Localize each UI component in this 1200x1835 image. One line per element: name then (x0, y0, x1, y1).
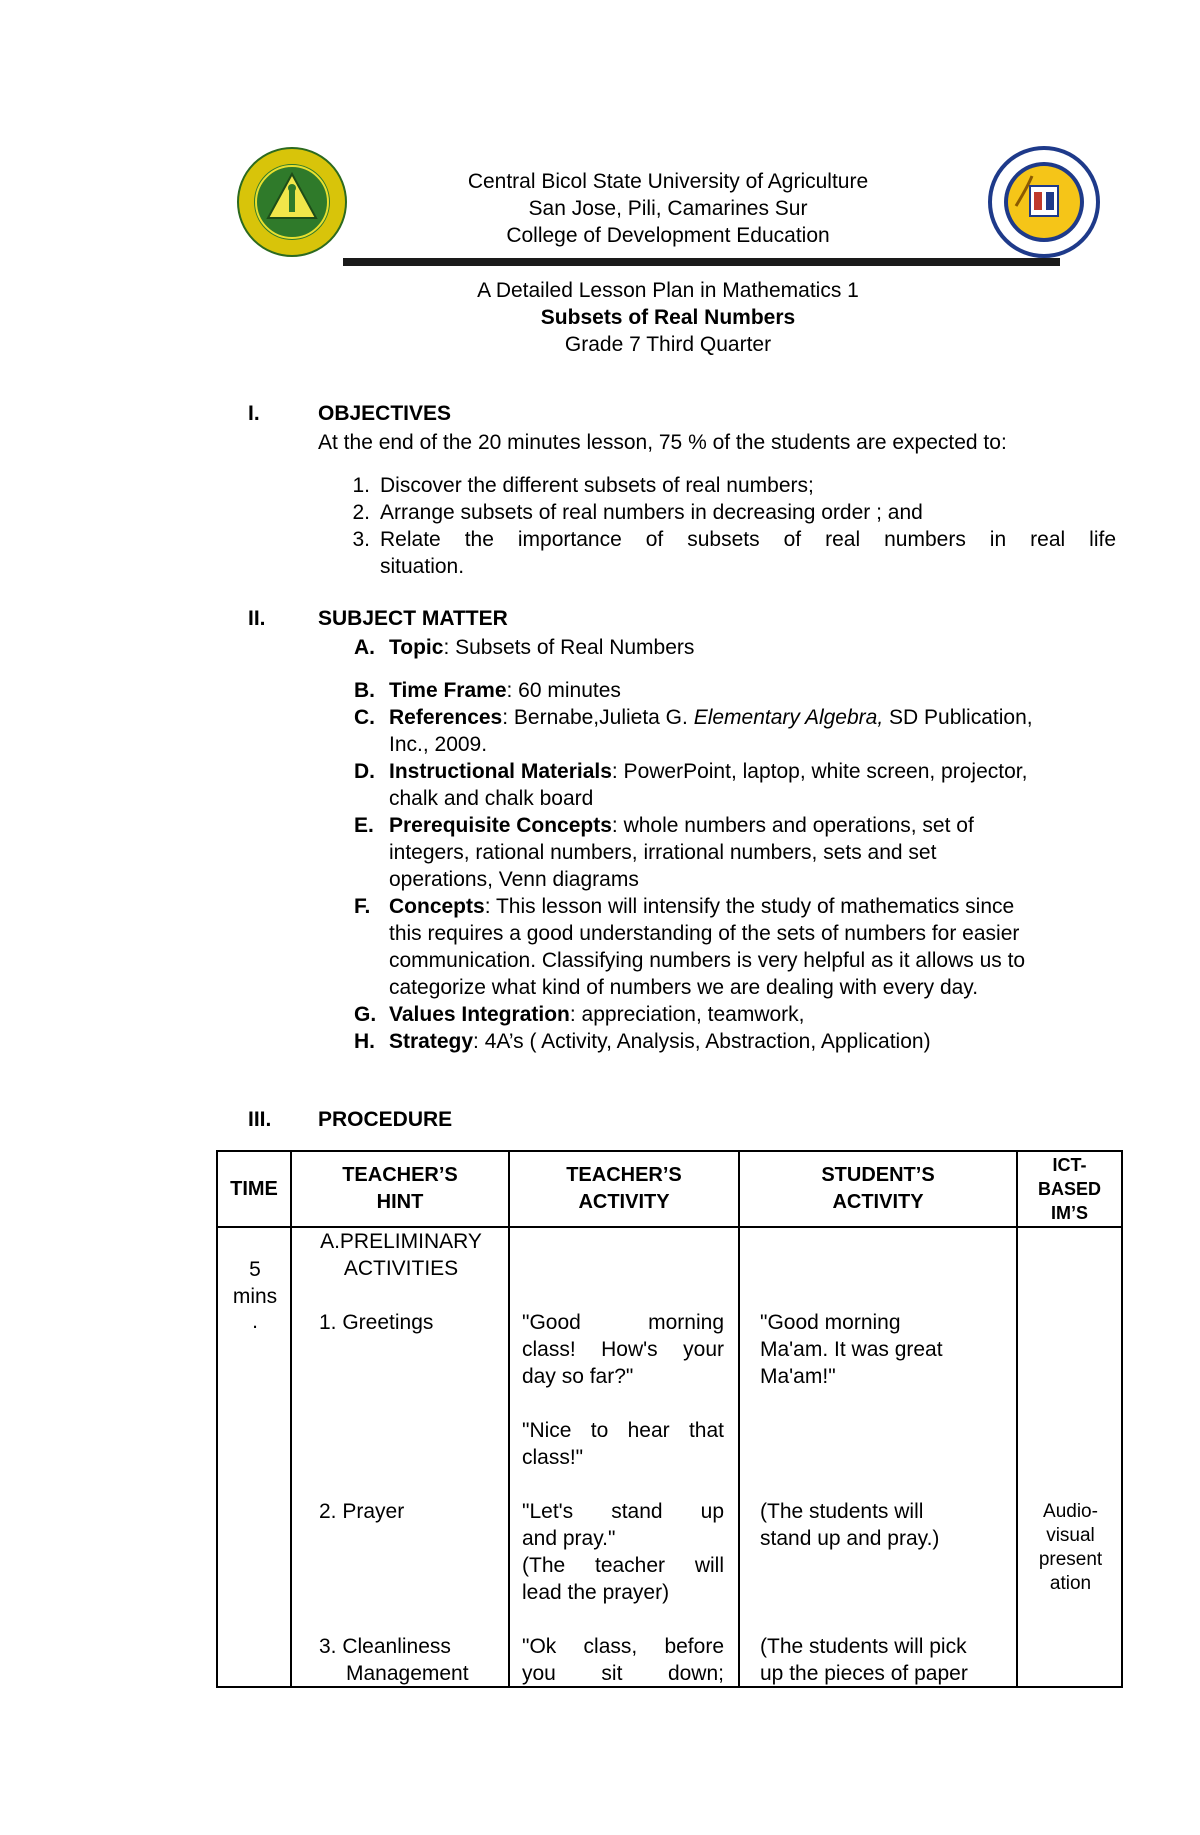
hint-prayer: 2. Prayer (319, 1500, 405, 1523)
ict-cell (1017, 1227, 1122, 1687)
lesson-topic-title: Subsets of Real Numbers (540, 306, 796, 329)
item-text: : Subsets of Real Numbers (443, 636, 695, 659)
item-text: : Bernabe,Julieta G. (502, 706, 694, 729)
book-title: Elementary Algebra, (693, 706, 884, 729)
student-greeting: "Good morning (760, 1311, 901, 1334)
hint-cleanliness-cont: Management (346, 1662, 469, 1685)
col-label: ACTIVITY (578, 1191, 670, 1213)
item-label: Strategy (389, 1030, 474, 1053)
teacher-nice: "Nice to hear that (522, 1419, 724, 1442)
teacher-greeting-cont: class! How's your (522, 1338, 724, 1361)
teacher-greeting: "Good morning (522, 1311, 724, 1334)
ict-item-cont: ation (1049, 1573, 1092, 1594)
item-letter: G. (354, 1003, 377, 1026)
university-seal-logo (236, 146, 348, 258)
objective-item (352, 499, 923, 526)
col-label: IM’S (1050, 1203, 1088, 1223)
procedure-numeral: III. (248, 1108, 272, 1131)
item-letter: A. (354, 636, 375, 659)
col-time (217, 1151, 291, 1227)
subject-item-values (354, 1001, 1109, 1028)
item-text-cont: Inc., 2009. (389, 733, 488, 756)
subject-item-prerequisite (354, 812, 1109, 893)
student-activity-cell (739, 1227, 1017, 1687)
student-cleanliness-cont: up the pieces of paper (760, 1662, 968, 1685)
procedure-heading: PROCEDURE (318, 1108, 453, 1131)
col-teacher-hint (291, 1151, 509, 1227)
item-letter: D. (354, 760, 375, 783)
col-time-label: TIME (230, 1177, 278, 1200)
item-text: : whole numbers and operations, set of (611, 814, 974, 837)
student-prayer: (The students will (760, 1500, 924, 1523)
student-prayer-cont: stand up and pray.) (760, 1527, 940, 1550)
col-ict-based (1017, 1151, 1122, 1227)
objective-number: 3. (352, 528, 370, 551)
teacher-greeting-cont: day so far?" (522, 1365, 634, 1388)
student-greeting-cont: Ma'am. It was great (760, 1338, 943, 1361)
ict-item-cont: visual (1046, 1525, 1095, 1546)
college-name: College of Development Education (506, 224, 830, 247)
ict-item: Audio- (1043, 1501, 1098, 1522)
subject-item-concepts (354, 893, 1109, 1001)
item-text-cont: this requires a good understanding of the sets of numbers for easier (389, 922, 1020, 945)
item-letter: H. (354, 1030, 375, 1053)
subject-item-time-frame (354, 677, 1109, 704)
subject-item-strategy (354, 1028, 1109, 1055)
teacher-prayer-cont: and pray." (522, 1527, 616, 1550)
time-value: 5 (249, 1258, 261, 1281)
student-cleanliness: (The students will pick (760, 1635, 967, 1658)
item-label: Instructional Materials (389, 760, 612, 783)
university-name: Central Bicol State University of Agriculture (467, 170, 869, 193)
hint-greetings: 1. Greetings (319, 1311, 434, 1334)
time-unit: mins (232, 1285, 278, 1308)
col-teacher-activity (509, 1151, 739, 1227)
item-letter: B. (354, 679, 375, 702)
item-text-cont: categorize what kind of numbers we are dealing with every day. (389, 976, 979, 999)
item-text-cont: integers, rational numbers, irrational numbers, sets and set (389, 841, 937, 864)
objective-text: Discover the different subsets of real numbers; (380, 474, 814, 497)
teacher-prayer-note: (The teacher will (522, 1554, 724, 1577)
col-label: BASED (1037, 1179, 1101, 1199)
subject-matter-numeral: II. (248, 607, 266, 630)
header-divider (343, 258, 1060, 266)
item-text-cont: chalk and chalk board (389, 787, 594, 810)
teacher-cleanliness: "Ok class, before (522, 1635, 724, 1658)
item-text: : 4A’s ( Activity, Analysis, Abstraction, Application) (473, 1030, 931, 1053)
item-text: : 60 minutes (506, 679, 621, 702)
item-label: Concepts (389, 895, 485, 918)
subject-matter-heading: SUBJECT MATTER (318, 607, 508, 630)
item-label: Prerequisite Concepts (389, 814, 612, 837)
table-row (217, 1227, 1122, 1687)
student-greeting-cont: Ma'am!" (760, 1365, 836, 1388)
hint-prelim: A.PRELIMINARY (320, 1230, 482, 1253)
col-label: HINT (376, 1191, 424, 1213)
col-label: TEACHER’S (566, 1164, 682, 1186)
item-label: References (389, 706, 503, 729)
item-letter: E. (354, 814, 374, 837)
time-cell (217, 1227, 291, 1687)
time-period: . (252, 1310, 258, 1333)
subject-item-topic (354, 634, 1109, 661)
objective-text-cont: situation. (380, 555, 465, 578)
col-label: TEACHER’S (342, 1164, 458, 1186)
item-label: Topic (389, 636, 444, 659)
objective-item (352, 526, 1116, 580)
item-text: : appreciation, teamwork, (569, 1003, 805, 1026)
item-letter: C. (354, 706, 375, 729)
item-text: SD Publication, (883, 706, 1033, 729)
college-seal-logo (988, 146, 1100, 258)
item-text-cont: operations, Venn diagrams (389, 868, 639, 891)
col-label: STUDENT’S (821, 1164, 935, 1186)
objective-text: Relate the importance of subsets of real numbers in real life (380, 528, 1116, 551)
col-label: ICT- (1052, 1155, 1087, 1175)
hint-cleanliness: 3. Cleanliness (319, 1635, 451, 1658)
teacher-prayer: "Let's stand up (522, 1500, 724, 1523)
objectives-heading: OBJECTIVES (318, 402, 452, 425)
objectives-numeral: I. (248, 402, 260, 425)
teacher-activity-cell (509, 1227, 739, 1687)
item-label: Time Frame (389, 679, 507, 702)
item-label: Values Integration (389, 1003, 570, 1026)
teacher-prayer-note-cont: lead the prayer) (522, 1581, 670, 1604)
procedure-table (216, 1150, 1123, 1688)
university-location: San Jose, Pili, Camarines Sur (528, 197, 808, 220)
table-header-row (217, 1151, 1122, 1227)
objective-text: Arrange subsets of real numbers in decreasing order ; and (380, 501, 923, 524)
objectives-intro: At the end of the 20 minutes lesson, 75 % of the students are expected to: (318, 431, 1007, 454)
hint-cell (291, 1227, 509, 1687)
objective-item (352, 472, 814, 499)
item-text-cont: communication. Classifying numbers is very helpful as it allows us to (389, 949, 1026, 972)
item-letter: F. (354, 895, 371, 918)
col-label: ACTIVITY (832, 1191, 924, 1213)
teacher-nice-cont: class!" (522, 1446, 584, 1469)
plan-title: A Detailed Lesson Plan in Mathematics 1 (477, 279, 859, 302)
hint-prelim-cont: ACTIVITIES (343, 1257, 459, 1280)
objective-number: 1. (352, 474, 370, 497)
col-student-activity (739, 1151, 1017, 1227)
subject-item-references (354, 704, 1109, 758)
ict-item-cont: present (1038, 1549, 1103, 1570)
teacher-cleanliness-cont: you sit down; (522, 1662, 724, 1685)
grade-quarter: Grade 7 Third Quarter (564, 333, 772, 356)
item-text: : This lesson will intensify the study of mathematics since (484, 895, 1015, 918)
item-text: : PowerPoint, laptop, white screen, projector, (611, 760, 1028, 783)
subject-item-materials (354, 758, 1109, 812)
objective-number: 2. (352, 501, 370, 524)
